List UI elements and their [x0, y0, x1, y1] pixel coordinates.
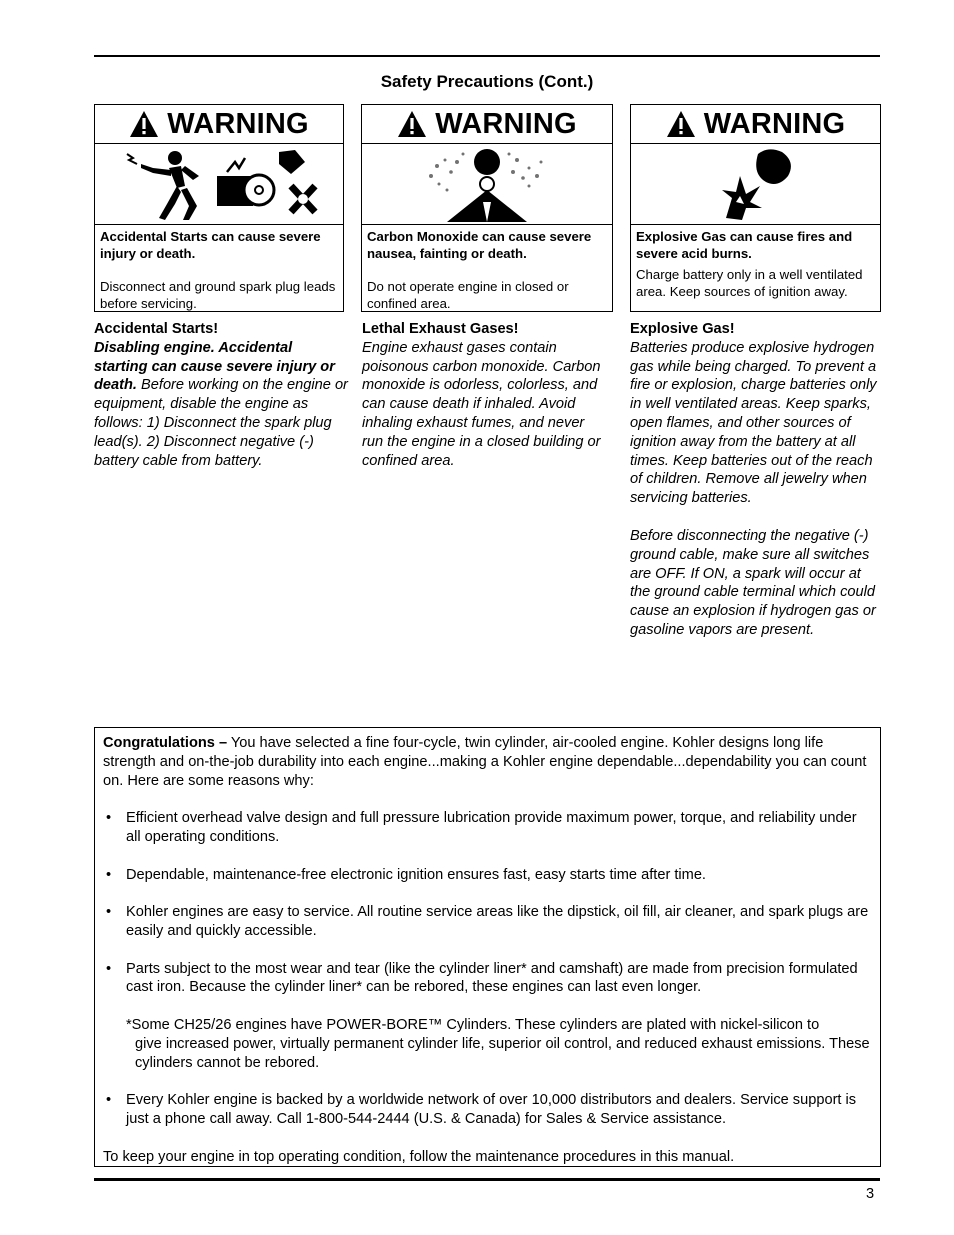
exhaust-gas-pictogram-icon [362, 144, 612, 225]
column-body: Engine exhaust gases contain poisonous carbon monoxide. Carbon monoxide is odorless, colorless, and can cause death if inhaled. Avoid inhaling exhaust fumes, and never run the engine in a closed building or confined area. [362, 339, 601, 469]
warning-header: WARNING [631, 105, 880, 144]
column-body: Disabling engine. Accidental starting can cause severe injury or death. Before working on the engine or equipment, disable the engine as follows: 1) Disconnect the spark plug lead(s). 2) Disconnect negative (-) battery cable from battery. [94, 339, 348, 469]
list-item: • Every Kohler engine is backed by a worldwide network of over 10,000 distributors and dealers. Service support is just a phone call away. Call 1-800-544-2444 (U.S. & Canada) for Sales & Service assistance. [106, 1092, 857, 1127]
warning-box-accidental-starts [94, 104, 344, 312]
page-number: 3 [866, 1186, 875, 1202]
footnote: *Some CH25/26 engines have POWER-BORE™ Cylinders. These cylinders are plated with nickel-silicon to give increased power, virtually permanent cylinder life, superior oil control, and reduced exhaust emissions. These cylinders cannot be rebored. [126, 1016, 870, 1071]
list-item: • Efficient overhead valve design and full pressure lubrication provide maximum power, torque, and reliability under all operating conditions. [106, 810, 857, 845]
column-body: Batteries produce explosive hydrogen gas while being charged. To prevent a fire or explosion, charge batteries only in well ventilated areas. Keep sparks, open flames, and other sources of ignition away from the battery at all times. Keep batteries out of the reach of children. Remove all jewelry when servicing batteries. [630, 339, 877, 507]
warning-box-carbon-monoxide [361, 104, 613, 312]
list-item: • Kohler engines are easy to service. All routine service areas like the dipstick, oil fill, air cleaner, and spark plugs are easily and quickly accessible. [106, 904, 869, 939]
bottom-rule [94, 1178, 880, 1181]
warning-triangle-icon [397, 110, 427, 138]
accidental-start-pictogram-icon [95, 144, 343, 225]
list-item: • Dependable, maintenance-free electronic ignition ensures fast, easy starts time after time. [106, 866, 706, 883]
warning-text: Carbon Monoxide can cause severe nausea, fainting or death. Do not operate engine in closed or confined area. [367, 229, 592, 311]
column-body-2: Before disconnecting the negative (-) ground cable, make sure all switches are OFF. If ON, a spark will occur at the ground cable terminal which could cause an explosion if hydrogen gas or gasoline vapors are present. [630, 527, 876, 638]
congrats-intro: Congratulations – You have selected a fine four-cycle, twin cylinder, air-cooled engine. Kohler designs long life strength and on-the-job durability into each engine...making a Kohler engine dependable...dependability you can count on. Here are some reasons why: [103, 735, 867, 789]
column-accidental-starts [94, 320, 348, 470]
congrats-closing: To keep your engine in top operating condition, follow the maintenance procedures in this manual. [103, 1148, 735, 1165]
column-title: Explosive Gas! [630, 321, 735, 337]
warning-box-explosive-gas [630, 104, 881, 312]
column-title: Accidental Starts! [94, 321, 219, 337]
warning-header: WARNING [362, 105, 612, 144]
warning-triangle-icon [129, 110, 159, 138]
warning-triangle-icon [666, 110, 696, 138]
list-item: • Parts subject to the most wear and tear (like the cylinder liner* and camshaft) are made from precision formulated cast iron. Because the cylinder liner* can be rebored, these engines can last even longer. [106, 960, 858, 996]
column-lethal-exhaust [362, 320, 608, 470]
congratulations-box [94, 727, 881, 1167]
warning-header: WARNING [95, 105, 343, 144]
explosive-gas-pictogram-icon [631, 144, 880, 225]
column-title: Lethal Exhaust Gases! [362, 321, 519, 337]
warning-text: Explosive Gas can cause fires and severe acid burns. Charge battery only in a well ventilated area. Keep sources of ignition away. [636, 229, 863, 299]
column-explosive-gas [630, 320, 880, 640]
warning-text: Accidental Starts can cause severe injury or death. Disconnect and ground spark plug leads before servicing. [100, 229, 336, 311]
section-title: Safety Precautions (Cont.) [380, 72, 594, 91]
top-rule [94, 55, 880, 57]
